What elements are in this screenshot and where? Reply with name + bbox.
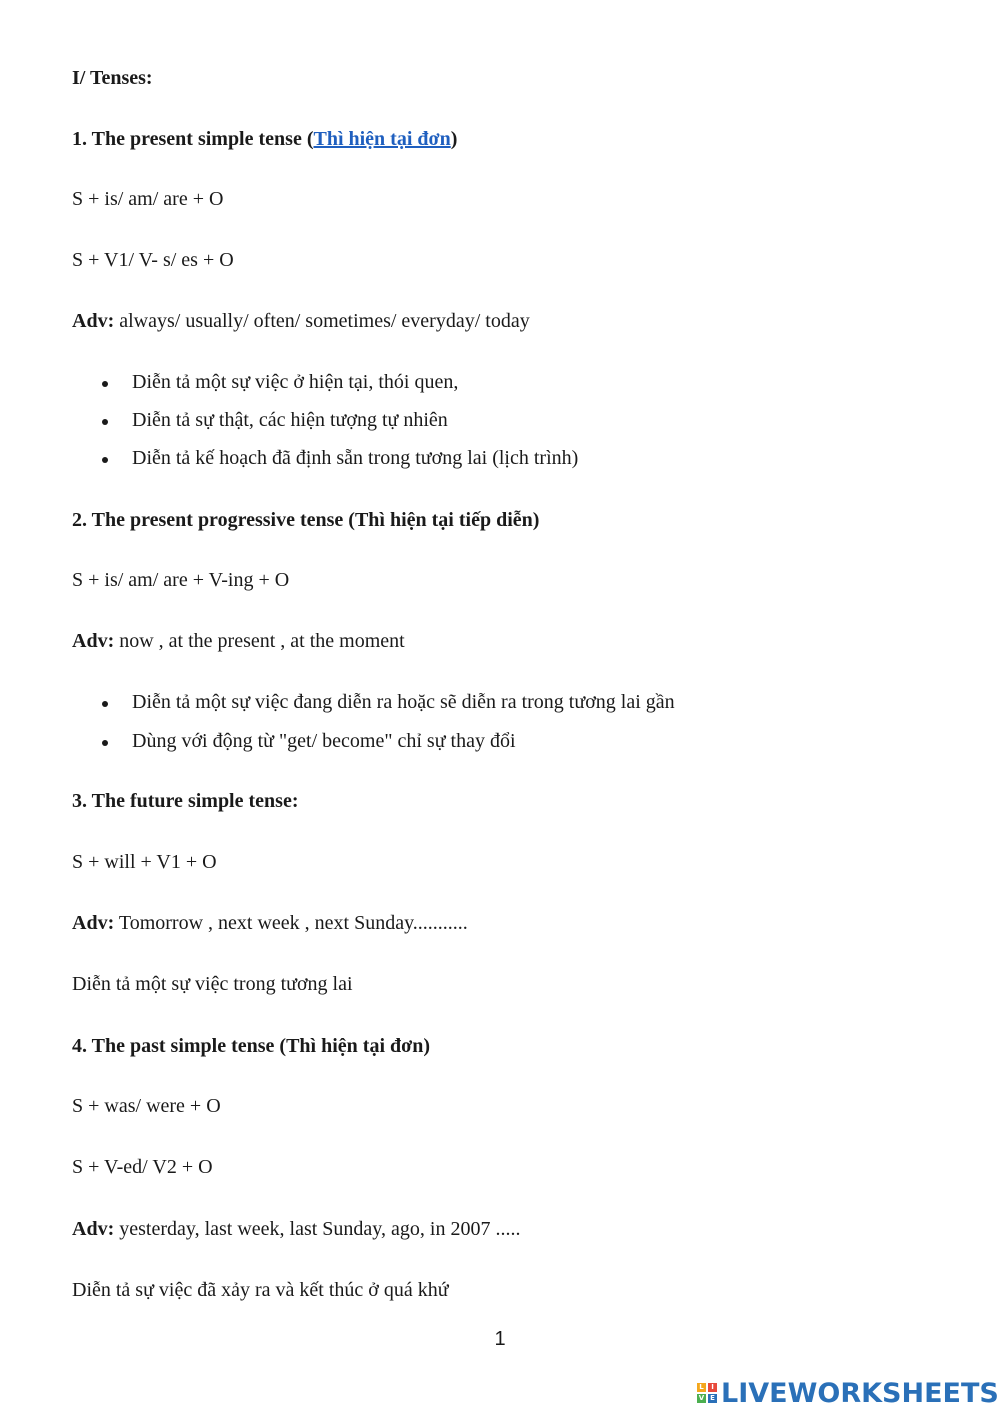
s3-title: 3. The future simple tense:	[72, 790, 299, 812]
logo-text: LIVEWORKSHEETS	[721, 1377, 999, 1409]
s1-adv	[72, 309, 530, 333]
s2-bullet-1: Diễn tả một sự việc đang diễn ra hoặc sẽ diễn ra trong tương lai gần	[132, 691, 675, 713]
s3-adv-label: Adv:	[72, 912, 115, 934]
s4-adv-label: Adv:	[72, 1218, 115, 1240]
logo-letter: I	[708, 1383, 717, 1392]
s2-adv	[72, 629, 405, 653]
s3-adv	[72, 911, 468, 935]
s2-bullet-2: Dùng với động từ "get/ become" chỉ sự thay đổi	[132, 730, 516, 752]
liveworksheets-logo[interactable]	[697, 1378, 999, 1408]
s4-formula-2: S + V-ed/ V2 + O	[72, 1156, 213, 1178]
s2-adv-text: now , at the present , at the moment	[114, 630, 405, 652]
s1-bullet-2: Diễn tả sự thật, các hiện tượng tự nhiên	[132, 409, 448, 431]
logo-letter: L	[697, 1383, 706, 1392]
bullet-dot	[102, 381, 108, 387]
s1-formula-1: S + is/ am/ are + O	[72, 188, 224, 210]
s2-title: 2. The present progressive tense (Thì hiện tại tiếp diễn)	[72, 509, 540, 531]
s1-bullet-3: Diễn tả kế hoạch đã định sẵn trong tương lai (lịch trình)	[132, 447, 579, 469]
s1-formula-2: S + V1/ V- s/ es + O	[72, 249, 234, 271]
bullet-dot	[102, 701, 108, 707]
logo-letter: E	[708, 1394, 717, 1403]
s4-adv-text: yesterday, last week, last Sunday, ago, in 2007 .....	[114, 1218, 521, 1240]
s3-adv-text: Tomorrow , next week , next Sunday...........	[114, 912, 468, 934]
s4-formula-1: S + was/ were + O	[72, 1095, 221, 1117]
bullet-dot	[102, 457, 108, 463]
s1-adv-label: Adv:	[72, 310, 115, 332]
s2-formula-1: S + is/ am/ are + V-ing + O	[72, 569, 290, 591]
s1-title-post: )	[450, 128, 458, 150]
bullet-dot	[102, 419, 108, 425]
logo-grid-icon	[697, 1383, 717, 1403]
s3-formula-1: S + will + V1 + O	[72, 851, 217, 873]
s1-title	[72, 127, 457, 151]
s3-description: Diễn tả một sự việc trong tương lai	[72, 973, 353, 995]
page-number: 1	[494, 1328, 506, 1350]
s4-title: 4. The past simple tense (Thì hiện tại đơn)	[72, 1035, 430, 1057]
s4-description: Diễn tả sự việc đã xảy ra và kết thúc ở quá khứ	[72, 1279, 449, 1301]
logo-letter: V	[698, 1394, 705, 1402]
bullet-dot	[102, 740, 108, 746]
s1-adv-text: always/ usually/ often/ sometimes/ everyday/ today	[114, 310, 530, 332]
s1-title-link[interactable]: Thì hiện tại đơn	[313, 128, 451, 150]
s1-title-pre: 1. The present simple tense (	[72, 128, 314, 150]
s4-adv	[72, 1217, 520, 1241]
section-heading: I/ Tenses:	[72, 67, 153, 89]
s2-adv-label: Adv:	[72, 630, 115, 652]
s1-bullet-1: Diễn tả một sự việc ở hiện tại, thói quen,	[132, 371, 459, 393]
